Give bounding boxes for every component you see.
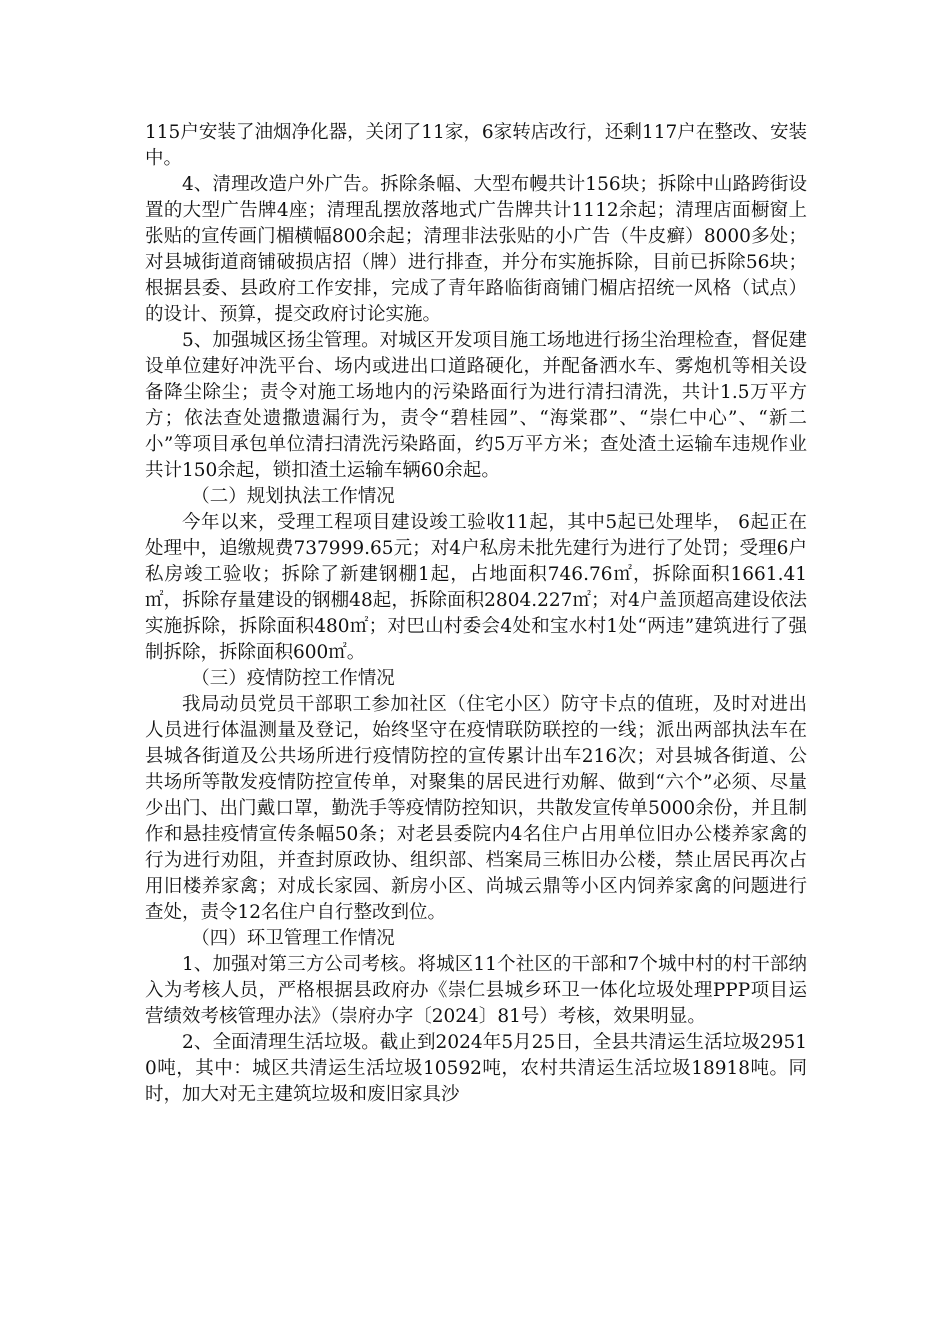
paragraph-outdoor-ads: 4、清理改造户外广告。拆除条幅、大型布幔共计156块；拆除中山路跨街设置的大型广告牌4座；清理乱摆放落地式广告牌共计1112余起；清理店面橱窗上张贴的宣传画门楣横幅800余起；清理非法张贴的小广告（牛皮癣）8000多处；对县城街道商铺破损店招（牌）进行排查，并分布实施拆除，目前已拆除56块；根据县委、县政府工作安排，完成了青年路临街商铺门楣店招统一风格（试点）的设计、预算，提交政府讨论实施。 <box>145 174 807 325</box>
document-body <box>145 120 807 1108</box>
paragraph-planning-enforcement: 今年以来，受理工程项目建设竣工验收11起，其中5起已处理毕， 6起正在处理中，追缴规费737999.65元；对4户私房未批先建行为进行了处罚；受理6户私房竣工验收；拆除了新建钢棚1起，占地面积746.76㎡，拆除面积1661.41㎡，拆除存量建设的钢棚48起，拆除面积2804.227㎡；对4户盖顶超高建设依法实施拆除，拆除面积480㎡；对巴山村委会4处和宝水村1处“两违”建筑进行了强制拆除，拆除面积600㎡。 <box>145 512 807 663</box>
paragraph-continuation: 115户安装了油烟净化器，关闭了11家，6家转店改行，还剩117户在整改、安装中。 <box>145 122 807 169</box>
paragraph-epidemic-control: 我局动员党员干部职工参加社区（住宅小区）防守卡点的值班，及时对进出人员进行体温测量及登记，始终坚守在疫情联防联控的一线；派出两部执法车在县城各街道及公共场所进行疫情防控的宣传累计出车216次；对县城各街道、公共场所等散发疫情防控宣传单，对聚集的居民进行劝解、做到“六个”必须、尽量少出门、出门戴口罩，勤洗手等疫情防控知识，共散发宣传单5000余份，并且制作和悬挂疫情宣传条幅50条；对老县委院内4名住户占用单位旧办公楼养家禽的行为进行劝阻，并查封原政协、组织部、档案局三栋旧办公楼，禁止居民再次占用旧楼养家禽；对成长家园、新房小区、尚城云鼎等小区内饲养家禽的问题进行查处，责令12名住户自行整改到位。 <box>145 694 807 923</box>
paragraph-third-party-assessment: 1、加强对第三方公司考核。将城区11个社区的干部和7个城中村的村干部纳入为考核人员，严格根据县政府办《崇仁县城乡环卫一体化垃圾处理PPP项目运营绩效考核管理办法》（崇府办字〔2024〕81号）考核，效果明显。 <box>145 954 807 1027</box>
section-heading-epidemic-control: （三）疫情防控工作情况 <box>191 668 395 689</box>
section-heading-sanitation: （四）环卫管理工作情况 <box>191 928 395 949</box>
paragraph-garbage-cleanup: 2、全面清理生活垃圾。截止到2024年5月25日，全县共清运生活垃圾29510吨，其中：城区共清运生活垃圾10592吨，农村共清运生活垃圾18918吨。同时，加大对无主建筑垃圾和废旧家具沙 <box>145 1032 807 1105</box>
section-heading-planning-enforcement: （二）规划执法工作情况 <box>191 486 395 507</box>
paragraph-dust-management: 5、加强城区扬尘管理。对城区开发项目施工场地进行扬尘治理检查，督促建设单位建好冲洗平台、场内或进出口道路硬化，并配备洒水车、雾炮机等相关设备降尘除尘；责令对施工场地内的污染路面行为进行清扫清洗，共计1.5万平方方；依法查处遗撒遗漏行为，责令“碧桂园”、“海棠郡”、“崇仁中心”、“新二小”等项目承包单位清扫清洗污染路面，约5万平方米；查处渣土运输车违规作业共计150余起，锁扣渣土运输车辆60余起。 <box>145 330 807 481</box>
